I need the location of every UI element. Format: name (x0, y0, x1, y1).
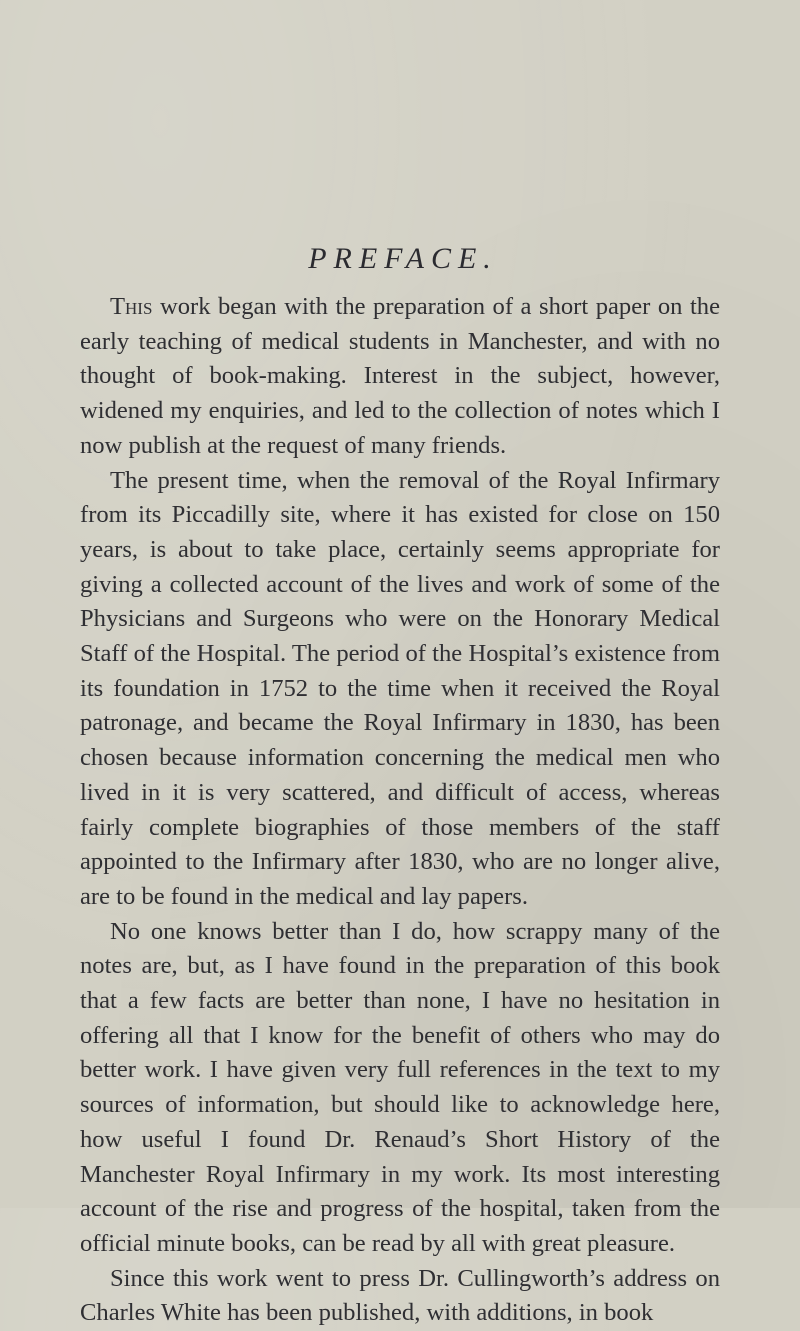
paragraph-text: work began with the preparation of a short paper on the early teaching of medical students in Manchester, and with no thought of book-making. Interest in the subject, however, widened my enquiries, and led to the collection of notes which I now publish at the request of many friends. (80, 293, 720, 459)
paragraph-text: The present time, when the removal of the Royal Infirmary from its Piccadilly site, where it has existed for close on 150 years, is about to take place, certainly seems appropriate for giving a collected account of the lives and work of some of the Physicians and Surgeons who were on the Honorary Medical Staff of the Hospital. The period of the Hospital’s existence from its foundation in 1752 to the time when it received the Royal patronage, and became the Royal Infirmary in 1830, has been chosen because information concerning the medical men who lived in it is very scattered, and difficult of access, whereas fairly complete biographies of those members of the staff appointed to the Infirmary after 1830, who are no longer alive, are to be found in the medical and lay papers. (80, 466, 720, 910)
paragraph-3 (80, 915, 720, 1262)
paragraph-lead-word: This (110, 293, 153, 320)
paragraph-4 (80, 1262, 720, 1331)
page-title: PREFACE. (308, 242, 498, 275)
paragraph-text: No one knows better than I do, how scrappy many of the notes are, but, as I have found in the preparation of this book that a few facts are better than none, I have no hesitation in offering all that I know for the benefit of others who may do better work. I have given very full references in the text to my sources of information, but should like to acknowledge here, how useful I found Dr. Renaud’s Short History of the Manchester Royal Infirmary in my work. Its most interesting account of the rise and progress of the hospital, taken from the official minute books, can be read by all with great pleasure. (80, 917, 720, 1257)
paragraph-2 (80, 464, 720, 915)
preface-body (80, 290, 720, 1331)
paragraph-1 (80, 290, 720, 464)
paragraph-text: Since this work went to press Dr. Cullingworth’s address on Charles White has been published, with additions, in book (80, 1264, 720, 1327)
